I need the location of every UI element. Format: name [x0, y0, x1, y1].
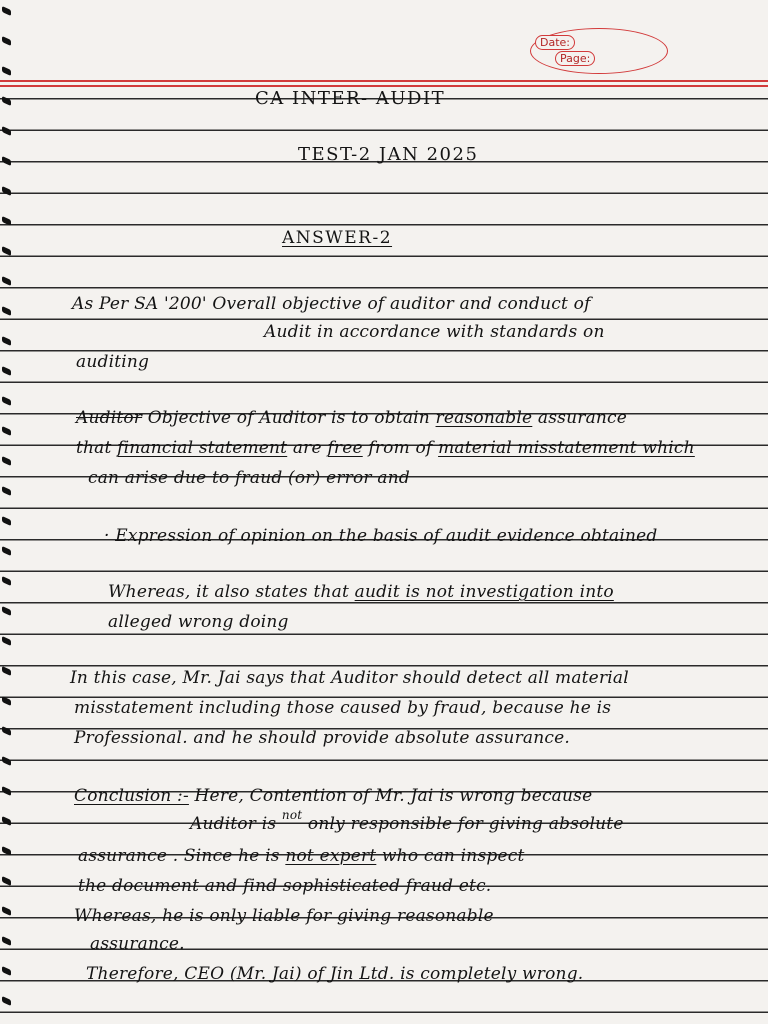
line-9: alleged wrong doing [108, 612, 289, 632]
line-14-b: responsible for giving absolute [350, 814, 624, 834]
line-5-c: are [292, 438, 322, 458]
underlined-financial-statement: financial statement [117, 438, 288, 458]
line-13-b: Here, Contention of Mr. Jai is wrong because [194, 786, 593, 806]
line-17: Whereas, he is only liable for giving reasonable [74, 906, 494, 926]
line-5 [76, 438, 695, 458]
line-3: auditing [76, 352, 150, 372]
line-11: misstatement including those caused by fraud, because he is [74, 698, 612, 718]
underlined-not-expert: not expert [285, 846, 377, 866]
date-page-stamp [530, 28, 668, 74]
underlined-reasonable: reasonable [435, 408, 533, 428]
underlined-material-misstatement: material misstatement which [438, 438, 695, 458]
line-15 [78, 846, 524, 866]
line-5-a: that [76, 438, 112, 458]
line-13 [74, 786, 592, 806]
line-4-end: assurance [537, 408, 628, 428]
underlined-audit-not-investigation: audit is not investigation into [354, 582, 614, 602]
date-label: Date: [535, 35, 575, 50]
line-7: · Expression of opinion on the basis of audit evidence obtained [104, 526, 658, 546]
inserted-not: not [281, 808, 303, 822]
line-14-a: Auditor is [190, 814, 277, 834]
conclusion-label: Conclusion :- [74, 786, 189, 806]
struck-word: Auditor [76, 408, 143, 428]
margin-line-top [0, 80, 768, 82]
line-15-a: assurance . Since he is [78, 846, 280, 866]
line-2: Audit in accordance with standards on [264, 322, 605, 342]
line-5-f: of [415, 438, 433, 458]
line-16: the document and find sophisticated fraud etc. [78, 876, 492, 896]
line-19: Therefore, CEO (Mr. Jai) of Jin Ltd. is completely wrong. [86, 964, 584, 984]
line-5-e: from [368, 438, 410, 458]
line-14 [190, 808, 624, 834]
line-4 [76, 408, 627, 428]
margin-line-bottom [0, 85, 768, 87]
test-subtitle: TEST-2 JAN 2025 [298, 144, 479, 165]
line-8 [108, 582, 614, 602]
line-15-c: who can inspect [381, 846, 525, 866]
line-6: can arise due to fraud (or) error and [88, 468, 410, 488]
page-label: Page: [555, 51, 595, 66]
line-8-a: Whereas, it also states that [108, 582, 350, 602]
line-10: In this case, Mr. Jai says that Auditor should detect all material [70, 668, 629, 688]
underlined-free: free [327, 438, 363, 458]
line-4-text: Objective of Auditor is to obtain [147, 408, 430, 428]
line-1: As Per SA '200' Overall objective of auditor and conduct of [72, 294, 591, 314]
answer-heading: ANSWER-2 [282, 228, 393, 248]
line-12: Professional. and he should provide absolute assurance. [74, 728, 570, 748]
page-title: CA INTER- AUDIT [255, 88, 446, 109]
line-18: assurance. [90, 934, 185, 954]
spiral-binding [0, 0, 18, 1024]
struck-only: only [307, 814, 345, 834]
